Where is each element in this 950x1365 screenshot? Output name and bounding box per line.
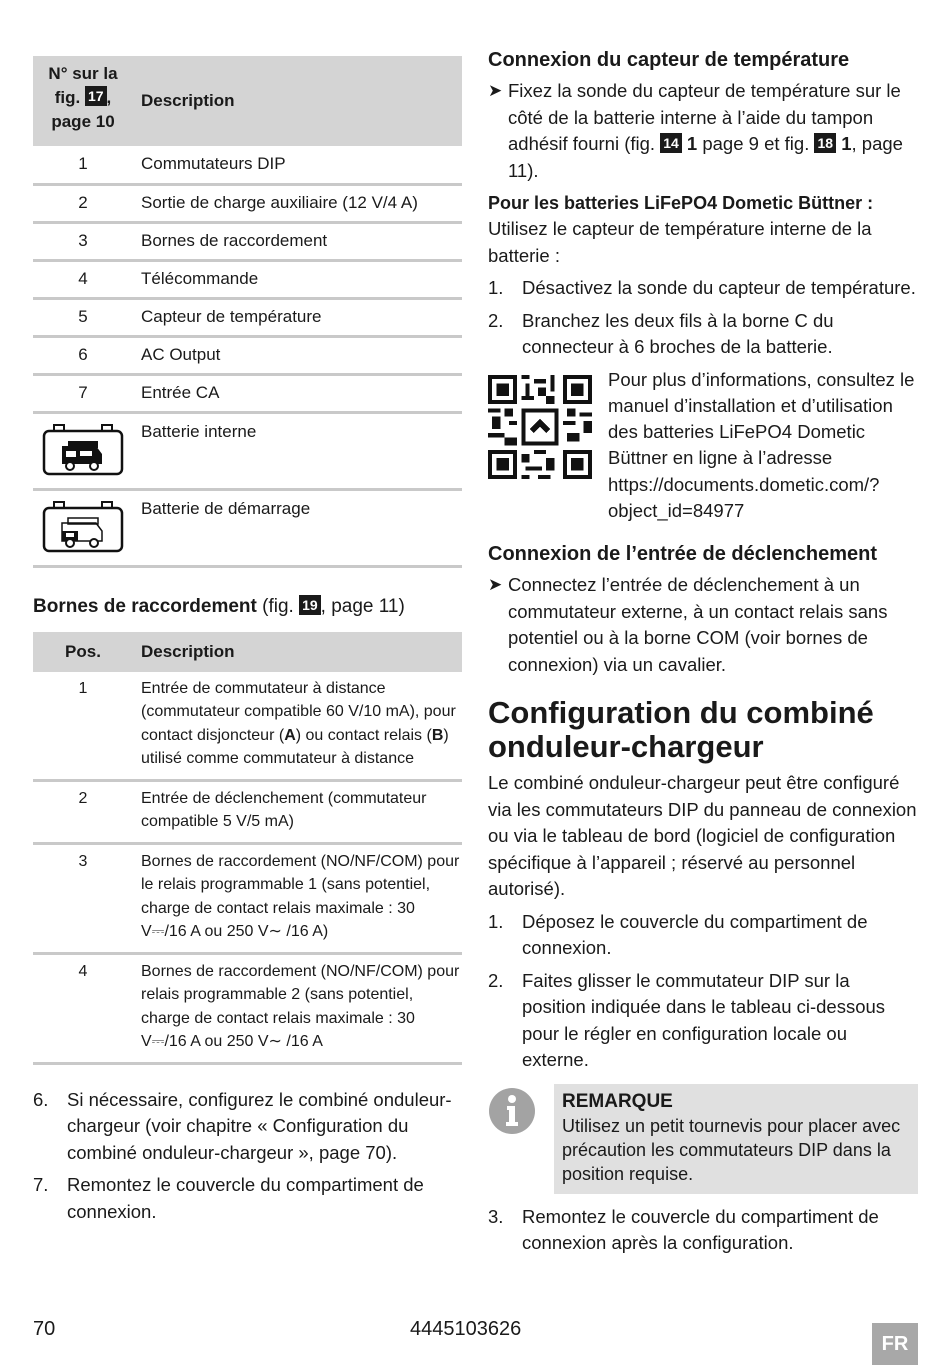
right-column (488, 46, 918, 1263)
config-heading: Configuration du combiné onduleur-chargeur (488, 695, 874, 765)
lifepo-text: Utilisez le capteur de température interne de la batterie : (488, 218, 872, 266)
list-item: 1. Déposez le couvercle du compartiment de connexion. (488, 910, 868, 959)
note-box (554, 1084, 918, 1194)
list-item: 7. Remontez le couvercle du compartiment de connexion. (33, 1174, 424, 1222)
language-badge: FR (872, 1323, 918, 1365)
arrow-icon: ➤ (488, 81, 503, 100)
figure-ref: 18 (814, 133, 836, 153)
lifepo-heading: Pour les batteries LiFePO4 Dometic Büttner : (488, 193, 874, 213)
table-row: 3 Bornes de raccordement (33, 222, 462, 260)
table-header-description: Description (133, 632, 462, 672)
figure-ref: 17 (85, 86, 107, 106)
note-block (488, 1084, 918, 1194)
lifepo-steps (488, 275, 918, 361)
table-row: 7 Entrée CA (33, 374, 462, 412)
qr-block (488, 367, 918, 525)
trigger-instruction: ➤ Connectez l’entrée de déclenchement à un commutateur externe, à un contact relais sans potentiel ou à la borne COM (voir bornes de connexion) via un cavalier. (488, 572, 918, 678)
terminals-table (33, 632, 462, 1065)
table-row: 2 Sortie de charge auxiliaire (12 V/4 A) (33, 184, 462, 222)
starter-battery-icon (42, 501, 124, 553)
table-row: 2 Entrée de déclenchement (commutateur compatible 5 V/5 mA) (33, 780, 462, 843)
left-steps (33, 1087, 462, 1226)
qr-text: Pour plus d’informations, consultez le manuel d’installation et d’utilisation des batteries LiFePO4 Dometic Büttner en ligne à l’adresse https://documents.dometic.com/?object_id=84977 (608, 368, 915, 521)
section-title-bornes: Bornes de raccordement (fig. 19 , page 11) (33, 595, 405, 617)
note-title: REMARQUE (562, 1090, 673, 1112)
table-row: 4 Télécommande (33, 260, 462, 298)
config-steps (488, 909, 918, 1074)
arrow-icon: ➤ (488, 575, 503, 595)
table-row: 6 AC Output (33, 336, 462, 374)
list-item: 3. Remontez le couvercle du compartiment de connexion après la configuration. (488, 1205, 879, 1254)
temp-sensor-instruction: ➤ Fixez la sonde du capteur de température sur le côté de la batterie interne à l’aide du tampon adhésif fourni (fig. 14 1 page 9 et fig. 18 1, page 11). (488, 78, 918, 184)
list-item: 6. Si nécessaire, configurez le combiné onduleur-chargeur (voir chapitre « Configuration du combiné onduleur-chargeur », page 70). (33, 1088, 452, 1163)
internal-battery-icon (42, 424, 124, 476)
figure-ref: 19 (299, 595, 321, 615)
table-row: Batterie interne (33, 412, 462, 489)
table-row: Batterie de démarrage (33, 489, 462, 566)
config-intro: Le combiné onduleur-chargeur peut être configuré via les commutateurs DIP du panneau de connexion ou via le tableau de bord (logiciel de configuration spécifique à l’appareil ; réservé au personnel autorisé). (488, 772, 917, 900)
table-row: 1 Commutateurs DIP (33, 146, 462, 184)
list-item: 2. Faites glisser le commutateur DIP sur la position indiquée dans le tableau ci-dessous pour le régler en configuration locale ou externe. (488, 969, 886, 1071)
left-column (33, 56, 462, 1231)
table-header-number: N° sur la fig. 17 , page 10 (33, 56, 133, 146)
config-step-3 (488, 1204, 918, 1257)
table-header-pos: Pos. (33, 632, 133, 672)
table-row: 4 Bornes de raccordement (NO/NF/COM) pour relais programmable 2 (sans potentiel, charge de contact relais maximale : 30 V⎓/16 A ou 250 V∼ /16 A (33, 953, 462, 1063)
figure-ref: 14 (660, 133, 682, 153)
table-header-description: Description (133, 56, 462, 146)
document-code: 4445103626 (410, 1318, 522, 1340)
qr-code-icon (488, 375, 592, 479)
info-icon (488, 1087, 536, 1135)
list-item: 2. Branchez les deux fils à la borne C du connecteur à 6 broches de la batterie. (488, 309, 834, 357)
note-text: Utilisez un petit tournevis pour placer avec précaution les commutateurs DIP dans la position requise. (562, 1115, 901, 1184)
trigger-heading: Connexion de l’entrée de déclenchement (488, 543, 877, 566)
temp-sensor-heading: Connexion du capteur de température (488, 49, 850, 71)
page-number: 70 (33, 1318, 56, 1340)
table-row: 1 Entrée de commutateur à distance (commutateur compatible 60 V/10 mA), pour contact disjoncteur (A) ou contact relais (B) utilisé comme commutateur à distance (33, 672, 462, 781)
list-item: 1. Désactivez la sonde du capteur de température. (488, 277, 916, 298)
components-table (33, 56, 462, 568)
table-row: 5 Capteur de température (33, 298, 462, 336)
table-row: 3 Bornes de raccordement (NO/NF/COM) pour le relais programmable 1 (sans potentiel, charge de contact relais maximale : 30 V⎓/16 A ou 250 V∼ /16 A) (33, 843, 462, 953)
